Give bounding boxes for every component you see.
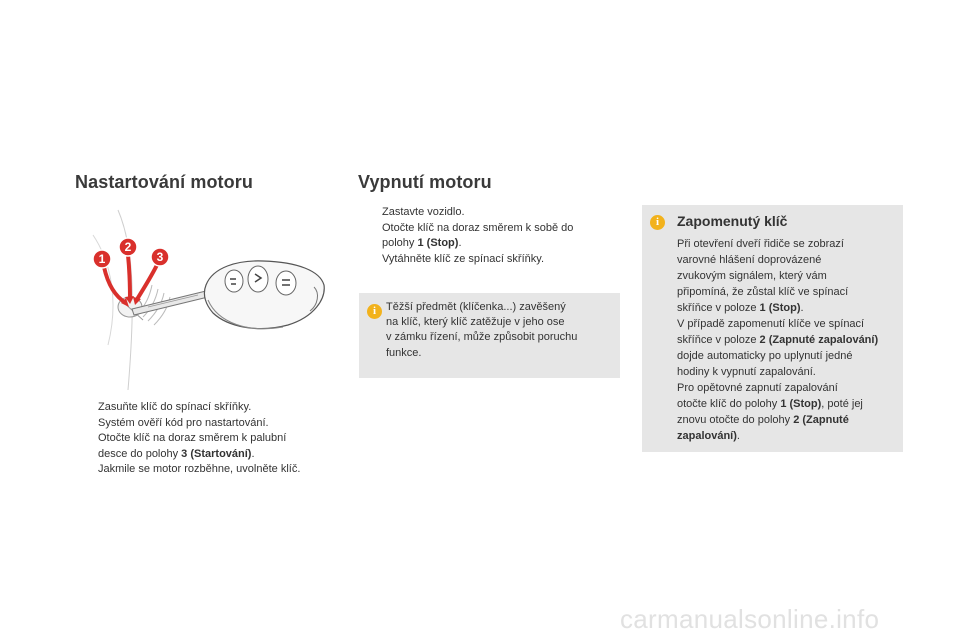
starting-steps-list — [76, 400, 346, 478]
svg-text:3: 3 — [156, 250, 164, 264]
list-item: Otočte klíč na doraz směrem k palubní desce do polohy 3 (Startování). — [98, 432, 287, 460]
note-heavy-keyring-text: Těžší předmět (klíčenka...) zavěšený na klíč, který klíč zatěžuje v jeho ose v zámku řízení, může způsobit poruchu funkce. — [386, 301, 578, 359]
callout-3 — [151, 248, 169, 266]
list-item: Zasuňte klíč do spínací skříňky. Systém ověří kód pro nastartování. — [98, 401, 269, 429]
heading-stopping-engine: Vypnutí motoru — [358, 172, 492, 192]
info-icon: i — [367, 304, 382, 319]
list-item: Vytáhněte klíč ze spínací skříňky. — [382, 252, 545, 265]
svg-text:2: 2 — [124, 240, 132, 254]
heading-starting-engine: Nastartování motoru — [75, 172, 253, 192]
list-item: Otočte klíč na doraz směrem k sobě do polohy 1 (Stop). — [382, 221, 574, 249]
note-forgotten-key-text: Při otevření dveří řidiče se zobrazí varovné hlášení doprovázené zvukovým signálem, který vám připomíná, že zůstal klíč ve spínací skříňce v poloze 1 (Stop). V případě zapomenutí klíče ve spínací skříňce v poloze 2 (Zapnuté zapalování) dojde automaticky po uplynutí jedné hodiny k vypnutí zapalování. Pro opětovné zapnutí zapalování otočte klíč do polohy 1 (Stop), poté jej znovu otočte do polohy 2 (Zapnuté zapalování). — [677, 238, 879, 442]
svg-text:1: 1 — [98, 252, 106, 266]
callout-1 — [93, 250, 111, 268]
heading-forgotten-key: Zapomenutý klíč — [677, 213, 788, 229]
callout-2 — [119, 238, 137, 256]
list-item: Zastavte vozidlo. — [382, 206, 465, 218]
watermark: carmanualsonline.info — [620, 604, 880, 634]
stopping-steps-list — [360, 205, 620, 267]
info-icon: i — [650, 215, 665, 230]
ignition-key-illustration — [88, 205, 348, 390]
list-item: Jakmile se motor rozběhne, uvolněte klíč. — [98, 463, 301, 475]
